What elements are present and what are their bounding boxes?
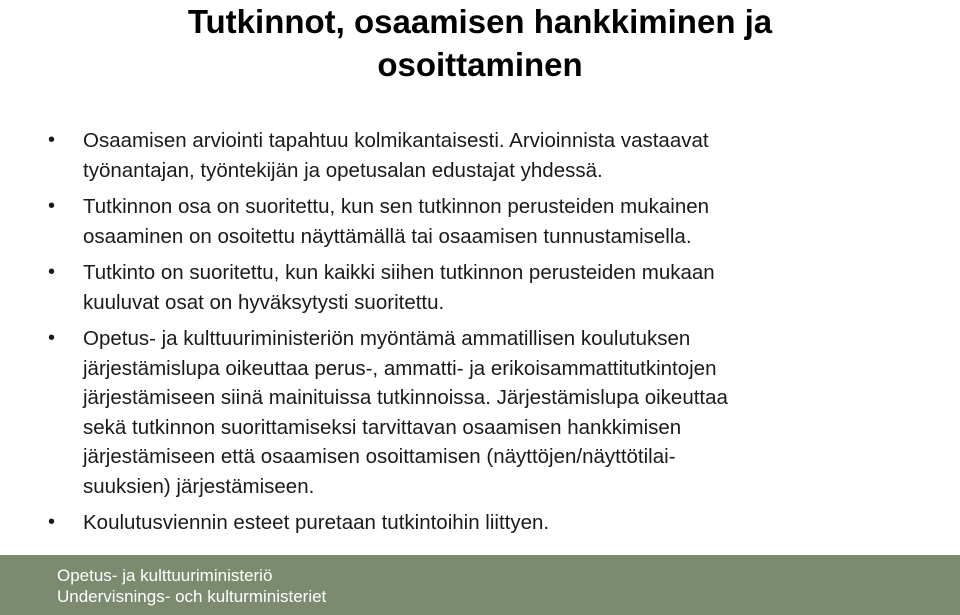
bullet-text-line: Tutkinnon osa on suoritettu, kun sen tutkinnon perusteiden mukainen <box>83 195 710 218</box>
bullet-item <box>0 258 960 317</box>
ministry-footer-bar <box>0 555 960 615</box>
bullet-item <box>0 126 960 185</box>
bullet-item <box>0 324 960 501</box>
bullet-dot-icon: • <box>48 129 56 151</box>
ministry-name-finnish: Opetus- ja kulttuuriministeriö <box>57 566 273 585</box>
bullet-list <box>0 126 960 545</box>
bullet-text-line: Koulutusviennin esteet puretaan tutkintoihin liittyen. <box>83 511 550 534</box>
bullet-text-line: suuksien) järjestämiseen. <box>83 474 315 498</box>
bullet-item <box>0 508 960 538</box>
slide-title <box>100 0 860 86</box>
slide-title-line-2: osoittaminen <box>377 46 583 83</box>
bullet-dot-icon: • <box>48 261 56 283</box>
bullet-text-line: sekä tutkinnon suorittamiseksi tarvittavan osaamisen hankkimisen <box>83 415 682 439</box>
bullet-text-line: järjestämislupa oikeuttaa perus-, ammatti- ja erikoisammattitutkintojen <box>83 356 717 380</box>
ministry-name-swedish: Undervisnings- och kulturministeriet <box>57 587 327 606</box>
bullet-dot-icon: • <box>48 511 56 533</box>
bullet-text-line: järjestämiseen että osaamisen osoittamisen (näyttöjen/näyttötilai- <box>83 445 676 468</box>
bullet-text-line: työnantajan, työntekijän ja opetusalan edustajat yhdessä. <box>83 158 603 182</box>
bullet-dot-icon: • <box>48 327 56 349</box>
bullet-text-line: Osaamisen arviointi tapahtuu kolmikantaisesti. Arvioinnista vastaavat <box>83 129 709 152</box>
bullet-text-line: kuuluvat osat on hyväksytysti suoritettu. <box>83 290 445 314</box>
ministry-name <box>57 565 326 607</box>
bullet-dot-icon: • <box>48 195 56 217</box>
bullet-text-line: Tutkinto on suoritettu, kun kaikki siihen tutkinnon perusteiden mukaan <box>83 261 715 284</box>
slide-title-line-1: Tutkinnot, osaamisen hankkiminen ja <box>187 3 773 40</box>
bullet-text-line: Opetus- ja kulttuuriministeriön myöntämä ammatillisen koulutuksen <box>83 327 691 350</box>
bullet-text-line: järjestämiseen siinä mainituissa tutkinnoissa. Järjestämislupa oikeuttaa <box>83 386 728 409</box>
bullet-text-line: osaaminen on osoitettu näyttämällä tai osaamisen tunnustamisella. <box>83 224 692 248</box>
bullet-item <box>0 192 960 251</box>
